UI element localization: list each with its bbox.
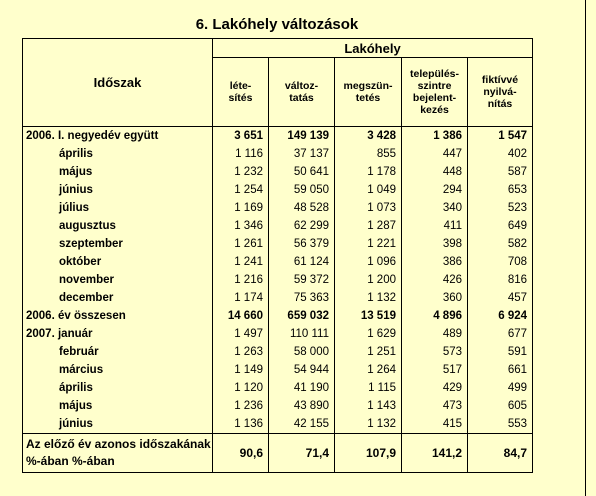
value-cell-megszuntetes: 1 143: [335, 397, 402, 415]
value-cell-fiktivve-nyilvanitas: 6 924: [468, 307, 533, 325]
value-cell-letesites: 1 149: [213, 361, 269, 379]
period-cell: 2007. január: [23, 325, 213, 343]
value-cell-valtoztatas: 37 137: [269, 145, 335, 163]
period-cell: május: [23, 163, 213, 181]
table-row: [23, 325, 533, 343]
value-cell-megszuntetes: 1 287: [335, 217, 402, 235]
value-cell-fiktivve-nyilvanitas: 605: [468, 397, 533, 415]
value-cell-letesites: 1 174: [213, 289, 269, 307]
value-cell-letesites: 1 120: [213, 379, 269, 397]
value-cell-telepulesszintre-bejelentkezes: 489: [402, 325, 468, 343]
value-cell-valtoztatas: 43 890: [269, 397, 335, 415]
value-cell-telepulesszintre-bejelentkezes: 448: [402, 163, 468, 181]
summary-value-valtoztatas: 71,4: [269, 434, 335, 473]
table-row: [23, 127, 533, 146]
summary-value-letesites: 90,6: [213, 434, 269, 473]
value-cell-fiktivve-nyilvanitas: 677: [468, 325, 533, 343]
table-row: [23, 235, 533, 253]
table-row: [23, 181, 533, 199]
period-column-header: Időszak: [23, 39, 213, 127]
value-cell-valtoztatas: 54 944: [269, 361, 335, 379]
value-cell-telepulesszintre-bejelentkezes: 447: [402, 145, 468, 163]
table-row: [23, 271, 533, 289]
value-cell-letesites: 1 216: [213, 271, 269, 289]
value-cell-telepulesszintre-bejelentkezes: 340: [402, 199, 468, 217]
value-cell-fiktivve-nyilvanitas: 816: [468, 271, 533, 289]
value-cell-telepulesszintre-bejelentkezes: 411: [402, 217, 468, 235]
table-row: [23, 415, 533, 434]
value-cell-telepulesszintre-bejelentkezes: 573: [402, 343, 468, 361]
column-header-megszuntetes: megszün- tetés: [335, 58, 402, 127]
value-cell-fiktivve-nyilvanitas: 499: [468, 379, 533, 397]
value-cell-telepulesszintre-bejelentkezes: 294: [402, 181, 468, 199]
residence-changes-table: [22, 38, 533, 473]
value-cell-fiktivve-nyilvanitas: 587: [468, 163, 533, 181]
value-cell-megszuntetes: 1 115: [335, 379, 402, 397]
value-cell-telepulesszintre-bejelentkezes: 386: [402, 253, 468, 271]
value-cell-letesites: 1 263: [213, 343, 269, 361]
value-cell-megszuntetes: 13 519: [335, 307, 402, 325]
value-cell-valtoztatas: 110 111: [269, 325, 335, 343]
value-cell-megszuntetes: 1 132: [335, 289, 402, 307]
value-cell-valtoztatas: 58 000: [269, 343, 335, 361]
value-cell-megszuntetes: 1 049: [335, 181, 402, 199]
value-cell-megszuntetes: 1 073: [335, 199, 402, 217]
value-cell-letesites: 1 136: [213, 415, 269, 434]
period-cell: szeptember: [23, 235, 213, 253]
period-cell: április: [23, 145, 213, 163]
table-row: [23, 361, 533, 379]
value-cell-letesites: 14 660: [213, 307, 269, 325]
table-row: [23, 379, 533, 397]
value-cell-telepulesszintre-bejelentkezes: 4 896: [402, 307, 468, 325]
value-cell-telepulesszintre-bejelentkezes: 415: [402, 415, 468, 434]
summary-label-cell: Az előző év azonos időszakának %-ában %-ában: [23, 434, 213, 473]
period-cell: november: [23, 271, 213, 289]
value-cell-megszuntetes: 1 132: [335, 415, 402, 434]
value-cell-valtoztatas: 59 050: [269, 181, 335, 199]
value-cell-telepulesszintre-bejelentkezes: 360: [402, 289, 468, 307]
table-row: [23, 397, 533, 415]
value-cell-letesites: 1 497: [213, 325, 269, 343]
column-header-letesites: léte- sítés: [213, 58, 269, 127]
value-cell-telepulesszintre-bejelentkezes: 426: [402, 271, 468, 289]
value-cell-megszuntetes: 1 251: [335, 343, 402, 361]
value-cell-valtoztatas: 56 379: [269, 235, 335, 253]
value-cell-telepulesszintre-bejelentkezes: 1 386: [402, 127, 468, 146]
value-cell-telepulesszintre-bejelentkezes: 473: [402, 397, 468, 415]
value-cell-letesites: 1 261: [213, 235, 269, 253]
value-cell-valtoztatas: 42 155: [269, 415, 335, 434]
value-cell-fiktivve-nyilvanitas: 402: [468, 145, 533, 163]
value-cell-megszuntetes: 1 178: [335, 163, 402, 181]
value-cell-letesites: 1 169: [213, 199, 269, 217]
value-cell-letesites: 3 651: [213, 127, 269, 146]
value-cell-megszuntetes: 1 629: [335, 325, 402, 343]
percentage-summary-row: [23, 434, 533, 473]
value-cell-fiktivve-nyilvanitas: 591: [468, 343, 533, 361]
summary-value-megszuntetes: 107,9: [335, 434, 402, 473]
value-cell-fiktivve-nyilvanitas: 457: [468, 289, 533, 307]
value-cell-letesites: 1 346: [213, 217, 269, 235]
value-cell-letesites: 1 241: [213, 253, 269, 271]
summary-value-telepulesszintre-bejelentkezes: 141,2: [402, 434, 468, 473]
value-cell-fiktivve-nyilvanitas: 649: [468, 217, 533, 235]
value-cell-fiktivve-nyilvanitas: 653: [468, 181, 533, 199]
period-cell: augusztus: [23, 217, 213, 235]
value-cell-fiktivve-nyilvanitas: 582: [468, 235, 533, 253]
value-cell-valtoztatas: 50 641: [269, 163, 335, 181]
table-title: 6. Lakóhely változások: [195, 16, 359, 33]
column-header-fiktivve-nyilvanitas: fiktívvé nyilvá- nítás: [468, 58, 533, 127]
period-cell: április: [23, 379, 213, 397]
column-header-telepulesszintre-bejelentkezes: település- szintre bejelent- kezés: [402, 58, 468, 127]
value-cell-megszuntetes: 1 221: [335, 235, 402, 253]
table-row: [23, 199, 533, 217]
value-cell-fiktivve-nyilvanitas: 661: [468, 361, 533, 379]
table-row: [23, 163, 533, 181]
period-cell: 2006. I. negyedév együtt: [23, 127, 213, 146]
table-row: [23, 145, 533, 163]
value-cell-valtoztatas: 41 190: [269, 379, 335, 397]
period-cell: június: [23, 415, 213, 434]
value-cell-megszuntetes: 1 096: [335, 253, 402, 271]
table-row: [23, 253, 533, 271]
period-cell: december: [23, 289, 213, 307]
page-edge-rule: [585, 0, 586, 496]
summary-value-fiktivve-nyilvanitas: 84,7: [468, 434, 533, 473]
value-cell-telepulesszintre-bejelentkezes: 429: [402, 379, 468, 397]
period-cell: március: [23, 361, 213, 379]
value-cell-fiktivve-nyilvanitas: 1 547: [468, 127, 533, 146]
value-cell-megszuntetes: 1 200: [335, 271, 402, 289]
table-row: [23, 289, 533, 307]
value-cell-telepulesszintre-bejelentkezes: 517: [402, 361, 468, 379]
period-cell: július: [23, 199, 213, 217]
residence-group-header: Lakóhely: [213, 39, 533, 58]
value-cell-valtoztatas: 62 299: [269, 217, 335, 235]
value-cell-megszuntetes: 855: [335, 145, 402, 163]
period-cell: október: [23, 253, 213, 271]
period-cell: 2006. év összesen: [23, 307, 213, 325]
value-cell-fiktivve-nyilvanitas: 553: [468, 415, 533, 434]
value-cell-fiktivve-nyilvanitas: 708: [468, 253, 533, 271]
value-cell-fiktivve-nyilvanitas: 523: [468, 199, 533, 217]
value-cell-valtoztatas: 59 372: [269, 271, 335, 289]
period-cell: február: [23, 343, 213, 361]
table-body: [23, 127, 533, 473]
value-cell-megszuntetes: 3 428: [335, 127, 402, 146]
period-cell: június: [23, 181, 213, 199]
value-cell-letesites: 1 236: [213, 397, 269, 415]
value-cell-letesites: 1 116: [213, 145, 269, 163]
value-cell-megszuntetes: 1 264: [335, 361, 402, 379]
table-row: [23, 217, 533, 235]
value-cell-valtoztatas: 659 032: [269, 307, 335, 325]
table-row: [23, 307, 533, 325]
value-cell-letesites: 1 254: [213, 181, 269, 199]
value-cell-valtoztatas: 61 124: [269, 253, 335, 271]
value-cell-valtoztatas: 149 139: [269, 127, 335, 146]
table-row: [23, 343, 533, 361]
value-cell-telepulesszintre-bejelentkezes: 398: [402, 235, 468, 253]
value-cell-valtoztatas: 48 528: [269, 199, 335, 217]
value-cell-letesites: 1 232: [213, 163, 269, 181]
column-header-valtoztatas: változ- tatás: [269, 58, 335, 127]
value-cell-valtoztatas: 75 363: [269, 289, 335, 307]
period-cell: május: [23, 397, 213, 415]
